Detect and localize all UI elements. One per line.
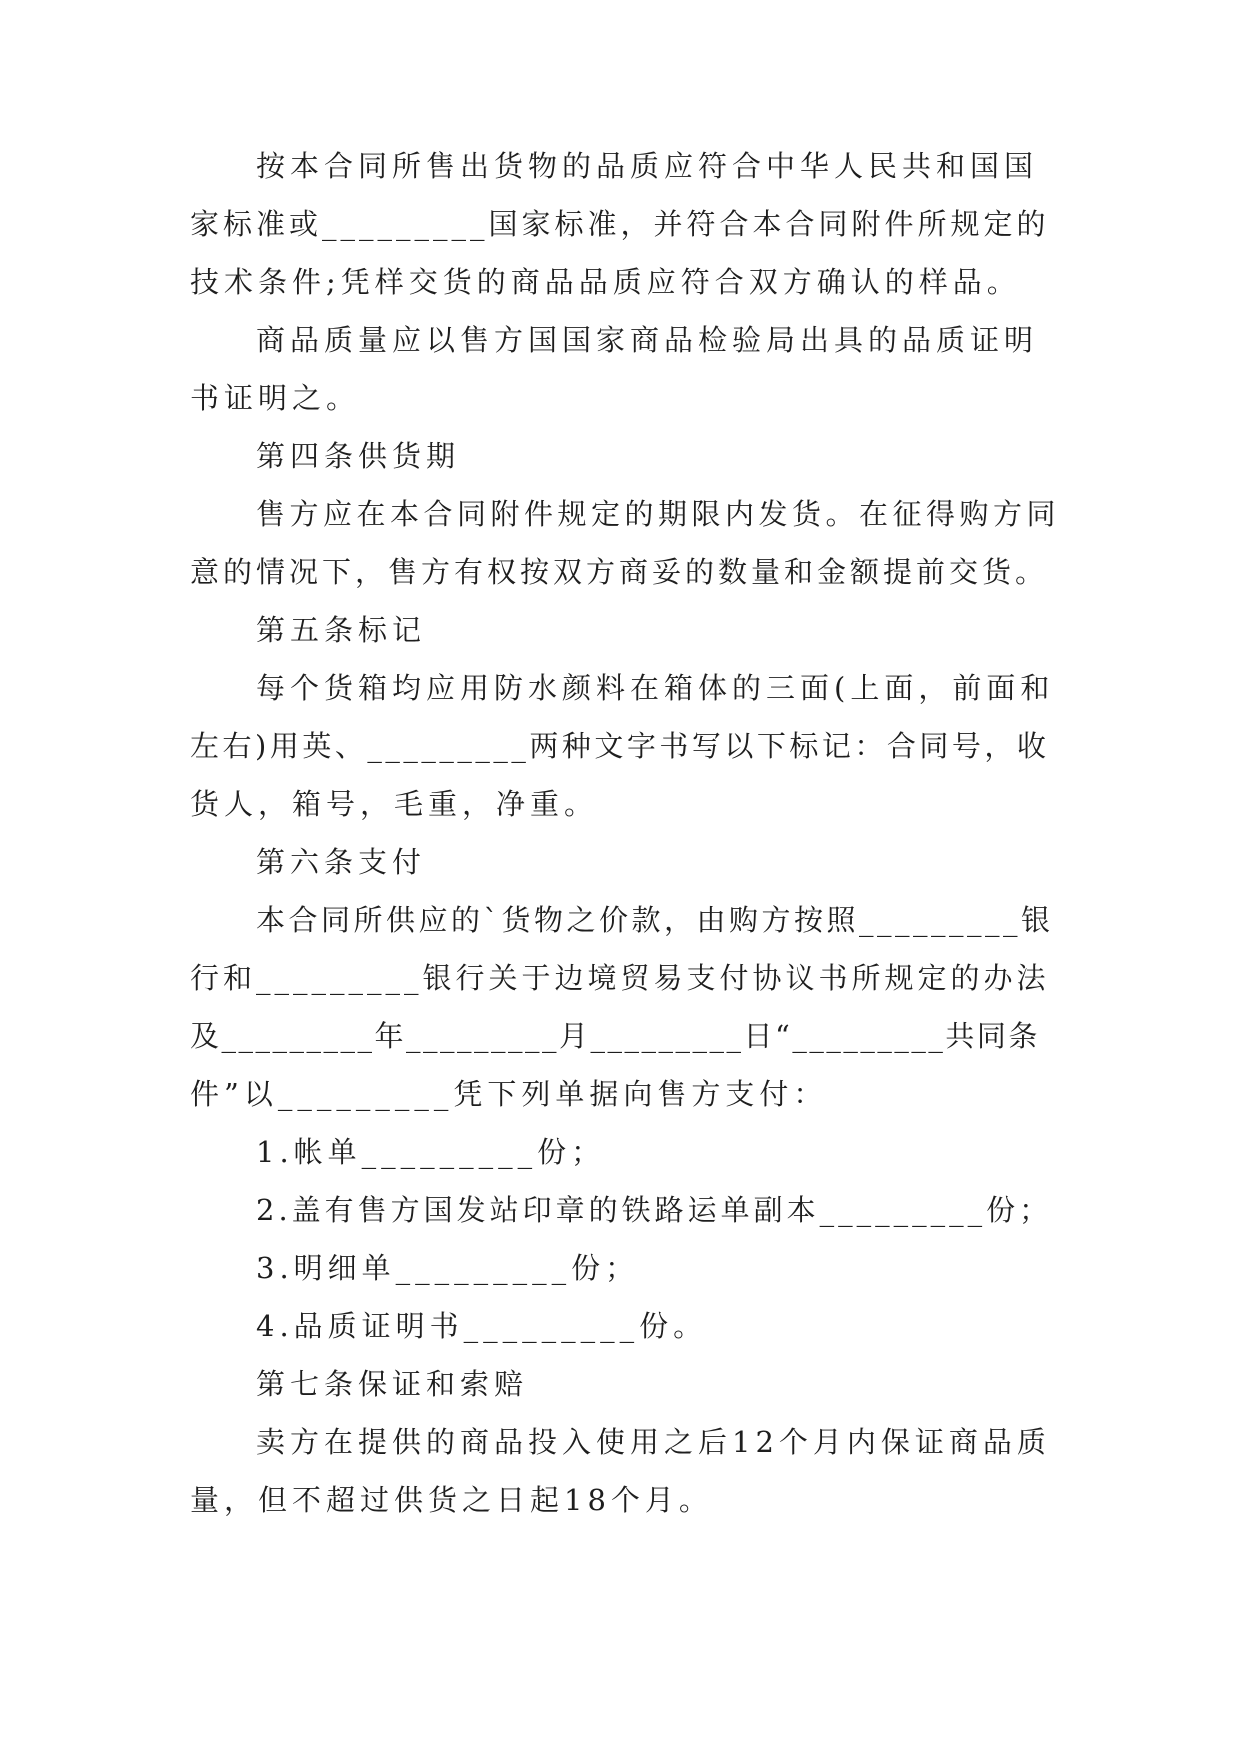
clause-6-text-line-1: 本合同所供应的`货物之价款，由购方按照_________银 xyxy=(256,903,1054,937)
clause-3-quality-line-3: 技术条件;凭样交货的商品品质应符合双方确认的样品。 xyxy=(190,265,1021,299)
clause-6-text-line-3: 及_________年_________月_________日“_________共同条 xyxy=(190,1019,1040,1053)
clause-3-certificate-line-2: 书证明之。 xyxy=(190,381,361,415)
clause-4-text-line-1: 售方应在本合同附件规定的期限内发货。在征得购方同 xyxy=(256,497,1061,531)
clause-7-heading: 第七条保证和索赔 xyxy=(256,1367,529,1401)
clause-4-text-line-2: 意的情况下，售方有权按双方商妥的数量和金额提前交货。 xyxy=(190,555,1049,589)
clause-6-text-line-4: 件”以_________凭下列单据向售方支付： xyxy=(190,1077,828,1111)
clause-4-heading: 第四条供货期 xyxy=(256,439,461,473)
payment-item-3: 3.明细单_________份； xyxy=(256,1251,640,1285)
clause-5-text-line-1: 每个货箱均应用防水颜料在箱体的三面(上面，前面和 xyxy=(256,671,1055,705)
payment-item-4: 4.品质证明书_________份。 xyxy=(256,1309,708,1343)
clause-3-certificate-line-1: 商品质量应以售方国国家商品检验局出具的品质证明 xyxy=(256,323,1039,357)
clause-7-text-line-2: 量，但不超过供货之日起18个月。 xyxy=(190,1483,713,1517)
clause-5-text-line-3: 货人，箱号，毛重，净重。 xyxy=(190,787,599,821)
payment-item-2: 2.盖有售方国发站印章的铁路运单副本_________份； xyxy=(256,1193,1053,1227)
clause-3-quality-line-2: 家标准或_________国家标准，并符合本合同附件所规定的 xyxy=(190,207,1050,241)
clause-5-text-line-2: 左右)用英、_________两种文字书写以下标记：合同号，收 xyxy=(190,729,1050,763)
clause-6-heading: 第六条支付 xyxy=(256,845,427,879)
clause-6-text-line-2: 行和_________银行关于边境贸易支付协议书所规定的办法 xyxy=(190,961,1050,995)
clause-7-text-line-1: 卖方在提供的商品投入使用之后12个月内保证商品质 xyxy=(256,1425,1051,1459)
clause-3-quality-line-1: 按本合同所售出货物的品质应符合中华人民共和国国 xyxy=(256,149,1039,183)
clause-5-heading: 第五条标记 xyxy=(256,613,427,647)
payment-item-1: 1.帐单_________份； xyxy=(256,1135,606,1169)
